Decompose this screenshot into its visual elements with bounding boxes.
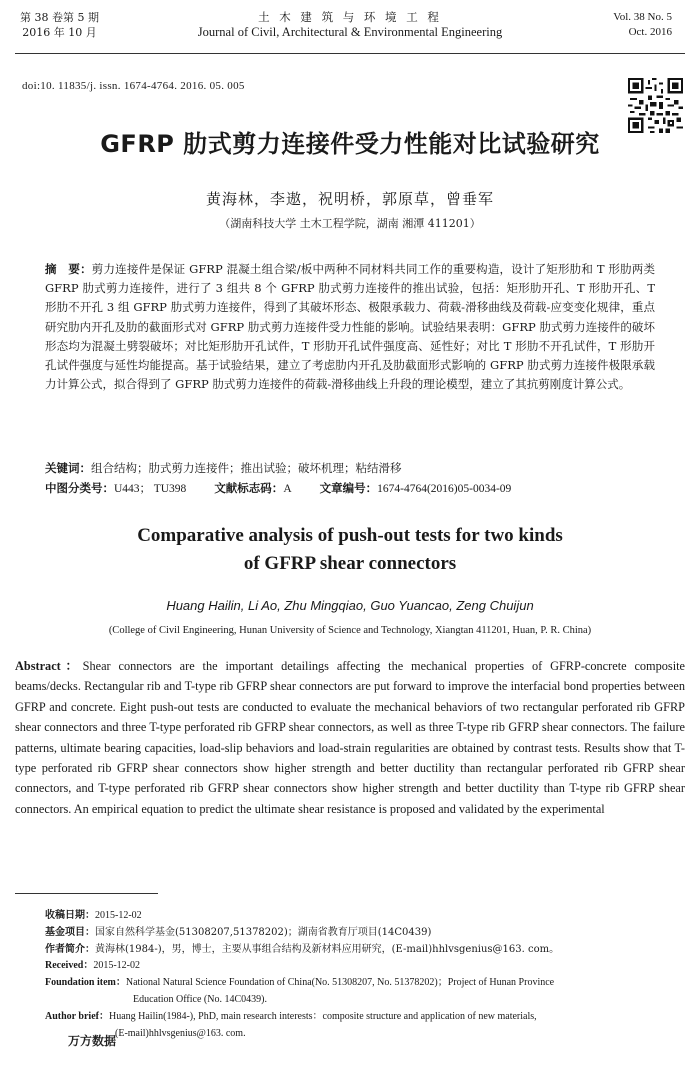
footnote-label: Author brief： — [45, 1010, 109, 1022]
paper-title-en-line2: of GFRP shear connectors — [243, 553, 457, 574]
footnote-author-en-cont: (E-mail)hhlvsgenius@163. com. — [115, 1027, 246, 1039]
doi: doi:10. 11835/j. issn. 1674-4764. 2016. 05. 005 — [22, 80, 245, 92]
doc-code-value: A — [283, 483, 292, 495]
abstract-cn-text: 剪力连接件是保证 GFRP 混凝土组合梁/板中两种不同材料共同工作的重要构造，设计了矩形肋和 T 形肋两类 GFRP 肋式剪力连接件，进行了 3 组共 8 个 GFRP 肋式剪力连接件的推出试验，包括：矩形肋开孔、T 形肋开孔、T 形肋不开孔 3 组 GFRP 肋式剪力连接件，得到了其破坏形态、极限承载力、荷载-滑移曲线及荷载-应变变化规律，重点研究肋内开孔及肋的截面形式对 GFRP 肋式剪力连接件受力性能的影响。试验结果表明：GFRP 肋式剪力连接件的破坏形态均为混凝土劈裂破坏；对比矩形肋开孔试件，T 形肋开孔试件强度高、延性好；对比 T 形肋不开孔试件，T 形肋开孔试件强度与延性均能提高。基于试验结果，建立了考虑肋内开孔及肋截面形式影响的 GFRP 肋式剪力连接件极限承载力计算公式，拟合得到了 GFRP 肋式剪力连接件的荷载-滑移曲线上升段的理论模型，建立了其抗剪刚度计算公式。 — [45, 262, 655, 392]
header-volume-block — [20, 10, 99, 40]
header-rule — [15, 53, 685, 54]
paper-title-en — [60, 522, 640, 578]
footnote-label: Foundation item： — [45, 977, 126, 989]
footnote-fund-en-cont: Education Office (No. 14C0439). — [133, 993, 267, 1005]
footnote-label: Received： — [45, 960, 94, 972]
header-volume-en: Vol. 38 No. 5 — [613, 11, 672, 23]
header-journal-block — [150, 10, 550, 40]
classification-line — [45, 479, 665, 498]
watermark: 万方数据 — [68, 1034, 117, 1048]
keywords-text: 组合结构；肋式剪力连接件；推出试验；破坏机理；粘结滑移 — [91, 461, 402, 475]
footnote-author-en — [45, 1009, 685, 1026]
doc-code-label: 文献标志码： — [214, 481, 284, 495]
authors-cn: 黄海林，李遨，祝明桥，郭原草，曾垂军 — [205, 190, 494, 208]
footnote-author-cn — [45, 942, 685, 959]
header-volume-en-block — [613, 10, 672, 40]
footnote-rule — [15, 893, 158, 894]
keywords-label: 关键词： — [45, 461, 91, 475]
footnote-value: National Natural Science Foundation of China(No. 51308207, No. 51378202)；Project of Hunan Province — [125, 977, 555, 989]
footnote-received-en — [45, 958, 685, 975]
paper-title-cn: GFRP 肋式剪力连接件受力性能对比试验研究 — [100, 130, 600, 158]
footnote-value: 2015-12-02 — [95, 910, 142, 921]
abstract-en-text: Shear connectors are the important detailings affecting the mechanical properties of GFRP-concrete composite beams/decks. Rectangular rib and T-type rib GFRP shear connectors are put forward to improve the interfacial bond properties between GFRP and concrete. Eight push-out tests are conducted to evaluate the mechanical behaviors of two rectangular perforated rib GFRP shear connectors and three T-type perforated rib GFRP shear connectors, as well as three T-type rib GFRP shear connectors. The failure patterns, ultimate bearing capacities, load-slip behaviors and load-strain regularities are obtained by contrast tests. Results show that T-type perforated rib GFRP shear connectors show higher strength and better ductility than rectangular perforated rib GFRP shear connectors, and T-type perforated rib GFRP shear connectors show higher strength and better ductility than T-type rib GFRP shear connectors. An empirical equation to predict the ultimate shear resistance is proposed and validated by the experimental — [15, 659, 685, 816]
footnote-received-cn — [45, 908, 685, 925]
abstract-cn-label: 摘 要： — [45, 262, 92, 276]
footnote-value: 国家自然科学基金(51308207,51378202)；湖南省教育厅项目(14C0439) — [95, 926, 432, 938]
paper-title-en-line1: Comparative analysis of push-out tests for two kinds — [137, 525, 563, 546]
abstract-en-label: Abstract： — [15, 659, 83, 673]
footnote-label: 收稿日期： — [45, 910, 95, 921]
footnote-value: 2015-12-02 — [93, 960, 140, 972]
footnotes — [45, 908, 685, 1042]
clc-label: 中图分类号： — [45, 481, 114, 495]
journal-name-cn: 土 木 建 筑 与 环 境 工 程 — [258, 10, 442, 24]
journal-name-en: Journal of Civil, Architectural & Environmental Engineering — [197, 25, 503, 39]
header-date-en: Oct. 2016 — [628, 26, 672, 38]
footnote-value: 黄海林(1984-)，男，博士，主要从事组合结构及新材料应用研究，(E-mail)hhlvsgenius@163. com。 — [95, 943, 560, 955]
footnote-label: 基金项目： — [45, 926, 95, 938]
article-no-value: 1674-4764(2016)05-0034-09 — [377, 483, 512, 495]
article-no-label: 文章编号： — [319, 481, 378, 495]
abstract-cn — [45, 260, 655, 394]
affiliation-en: (College of Civil Engineering, Hunan University of Science and Technology, Xiangtan 411201, Huan, P. R. China) — [108, 625, 592, 636]
keywords — [45, 459, 665, 477]
authors-en: Huang Hailin, Li Ao, Zhu Mingqiao, Guo Yuancao, Zeng Chuijun — [166, 598, 534, 613]
header-date-cn: 2016 年 10 月 — [22, 26, 97, 39]
footnote-label: 作者简介： — [45, 943, 95, 955]
clc-value: U443； TU398 — [114, 483, 187, 495]
footnote-fund-en — [45, 975, 685, 992]
abstract-en — [15, 656, 685, 819]
footnote-fund-cn — [45, 925, 685, 942]
footnote-value: Huang Hailin(1984-), PhD, main research interests：composite structure and application of new materials, — [108, 1010, 537, 1022]
header-volume-cn: 第 38 卷第 5 期 — [20, 11, 99, 24]
affiliation-cn: （湖南科技大学 土木工程学院，湖南 湘潭 411201） — [219, 217, 481, 230]
